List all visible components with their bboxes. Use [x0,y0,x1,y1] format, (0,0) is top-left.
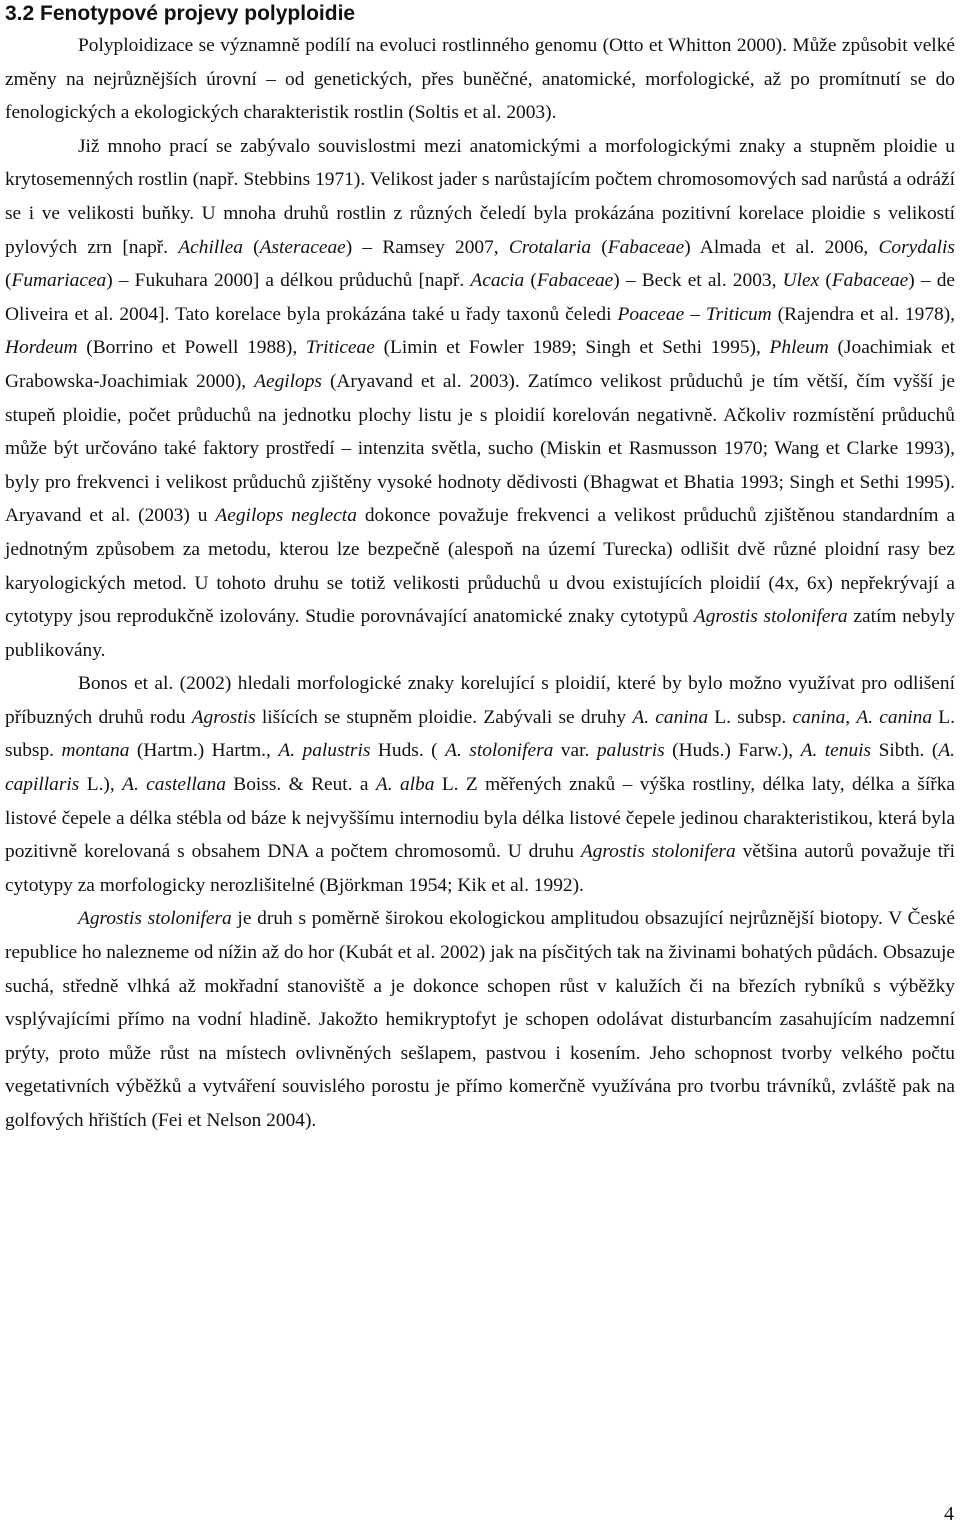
taxon-name: A. canina [632,706,709,728]
taxon-name: Agrostis stolonifera [693,606,848,628]
taxon-name: Aegilops neglecta [215,505,357,527]
text-run: ( [5,270,12,292]
taxon-name: canina [792,706,846,728]
text-run: L. subsp. [708,706,793,728]
text-run: – [684,303,706,325]
taxon-name: Ulex [782,270,820,292]
text-run: (Hartm.) Hartm., [129,740,279,762]
text-run: (Rajendra et al. 1978), [771,303,956,325]
taxon-name: Agrostis stolonifera [580,841,736,863]
text-run: ) – de Oliveira et al. 2004]. Tato korelace byla prokázána také u řady taxonů čeledi [5,270,956,325]
text-run: ( [591,236,608,258]
taxon-name: Poaceae [617,303,685,325]
paragraph-polyploidization [5,29,955,130]
text-run: Boiss. & Reut. a [225,774,376,796]
text-run: ( [819,270,832,292]
text-run: zatím nebyly publikovány. [5,606,955,661]
text-run: , [845,706,857,728]
text-run: var. [553,740,597,762]
taxon-name: Corydalis [878,236,955,258]
text-run: Již mnoho prací se zabývalo souvislostmi mezi anatomickými a morfologickými znaky a stupněm ploidie u krytosemenných rostlin (např. Stebbins 1971). Velikost jader s narůstajícím počtem chromosomových sad narůstá a odráží se i ve velikosti buňky. U mnoha druhů rostlin z různých čeledí byla prokázána pozitivní korelace ploidie s velikostí pylových zrn [např. [5,135,955,258]
text-run: většina autorů považuje tři cytotypy za morfologicky nerozlišitelné (Björkman 1954; Kik et al. 1992). [5,841,955,896]
taxon-name: Triticeae [305,337,375,359]
taxon-name: Crotalaria [508,236,592,258]
text-run: ) – Ramsey 2007, [345,236,509,258]
taxon-name: Aegilops [254,370,322,392]
text-run: Polyploidizace se významně podílí na evoluci rostlinného genomu (Otto et Whitton 2000). Může způsobit velké změny na nejrůznějších úrovní – od genetických, přes buněčné, anatomické, morfologické, až po promítnutí se do fenologických a ekologických charakteristik rostlin (Soltis et al. 2003). [5,35,955,124]
text-run: ( [524,270,537,292]
taxon-name: A. alba [375,774,435,796]
text-run: L. Z měřených znaků – výška rostliny, délka laty, délka a šířka listové čepele a délka stébla od báze k nejvyššímu internodiu byla délka listové čepele jedinou charakteristikou, která byla pozitivně korelovaná s obsahem DNA a počtem chromosomů. U druhu [5,774,955,863]
paragraph-agrostis-ecology [5,902,955,1137]
text-run: ) Almada et al. 2006, [684,236,879,258]
text-run: dokonce považuje frekvenci a velikost průduchů zjištěnou standardním a jednotným způsobem za metodu, kterou lze bezpečně (alespoň na území Turecka) odlišit dvě různé ploidní rasy bez karyologických metod. U tohoto druhu se totiž velikosti průduchů u dvou existujících ploidií (4x, 6x) nepřekrývají a cytotypy jsou reprodukčně izolovány. Studie porovnávající anatomické znaky cytotypů [5,505,955,628]
text-run: ) – Beck et al. 2003, [613,270,783,292]
taxon-name: Fabaceae [536,270,614,292]
taxon-name: Agrostis stolonifera [78,908,232,930]
text-run: ) – Fukuhara 2000] a délkou průduchů [např. [106,270,471,292]
paragraph-bonos-study [5,667,955,902]
text-run: je druh s poměrně širokou ekologickou amplitudou obsazující nejrůznější biotopy. V České republice ho nalezneme od nížin až do hor (Kubát et al. 2002) jak na písčitých tak na živinami bohatých půdách. Obsazuje suchá, středně vlhká až mokřadní stanoviště a je dokonce schopen růst v kalužích či na březích rybníků s výběžky vsplývajícími přímo na vodní hladině. Jakožto hemikryptofyt je schopen odolávat disturbancím zasahujícím nadzemní prýty, proto může růst na místech ovlivněných sešlapem, pastvou i kosením. Jeho schopnost tvorby velkého počtu vegetativních výběžků a vytváření souvislého porostu je přímo komerčně využívána pro tvorbu trávníků, zvláště pak na golfových hřištích (Fei et Nelson 2004). [5,908,955,1131]
taxon-name: Asteraceae [259,236,346,258]
taxon-name: Fabaceae [607,236,685,258]
text-run: (Huds.) Farw.), [664,740,801,762]
text-run: Bonos et al. (2002) hledali morfologické znaky korelující s ploidií, které by bylo možno využívat pro odlišení příbuzných druhů rodu [5,673,955,728]
taxon-name: Hordeum [5,337,78,359]
text-run: Huds. ( [370,740,446,762]
text-run: L.), [79,774,123,796]
paragraph-anatomical-traits [5,130,955,668]
taxon-name: A. tenuis [800,740,872,762]
taxon-name: Achillea [178,236,243,258]
taxon-name: A. castellana [122,774,226,796]
section-heading: 3.2 Fenotypové projevy polyploidie [5,2,356,25]
page-number: 4 [944,1503,954,1525]
text-run: (Limin et Fowler 1989; Singh et Sethi 1995), [374,337,770,359]
taxon-name: A. stolonifera [445,740,554,762]
text-run: (Borrino et Powell 1988), [77,337,306,359]
text-run: L. subsp. [5,706,955,762]
taxon-name: A. palustris [278,740,371,762]
text-run: (Joachimiak et Grabowska-Joachimiak 2000), [5,337,955,392]
text-run: (Aryavand et al. 2003). Zatímco velikost průduchů je tím větší, čím vyšší je stupeň ploidie, počet průduchů na jednotku plochy listu je s ploidií korelován negativně. Ačkoliv rozmístění průduchů může být určováno také faktory prostředí – intenzita světla, sucho (Miskin et Rasmusson 1970; Wang et Clarke 1993), byly pro frekvenci i velikost průduchů zjištěny vysoké hodnoty dědivosti (Bhagwat et Bhatia 1993; Singh et Sethi 1995). Aryavand et al. (2003) u [5,370,955,527]
taxon-name: Acacia [470,270,525,292]
text-run: Sibth. ( [871,740,939,762]
text-run: ( [242,236,260,258]
taxon-name: montana [61,740,130,762]
taxon-name: A. capillaris [5,740,956,796]
taxon-name: Agrostis [191,706,256,728]
taxon-name: A. canina [856,706,933,728]
text-run: lišících se stupněm ploidie. Zabývali se druhy [255,706,633,728]
taxon-name: Fabaceae [831,270,909,292]
taxon-name: Triticum [705,303,772,325]
taxon-name: Fumariacea [11,270,107,292]
taxon-name: palustris [596,740,665,762]
taxon-name: Phleum [769,337,829,359]
document-page [5,0,955,1138]
